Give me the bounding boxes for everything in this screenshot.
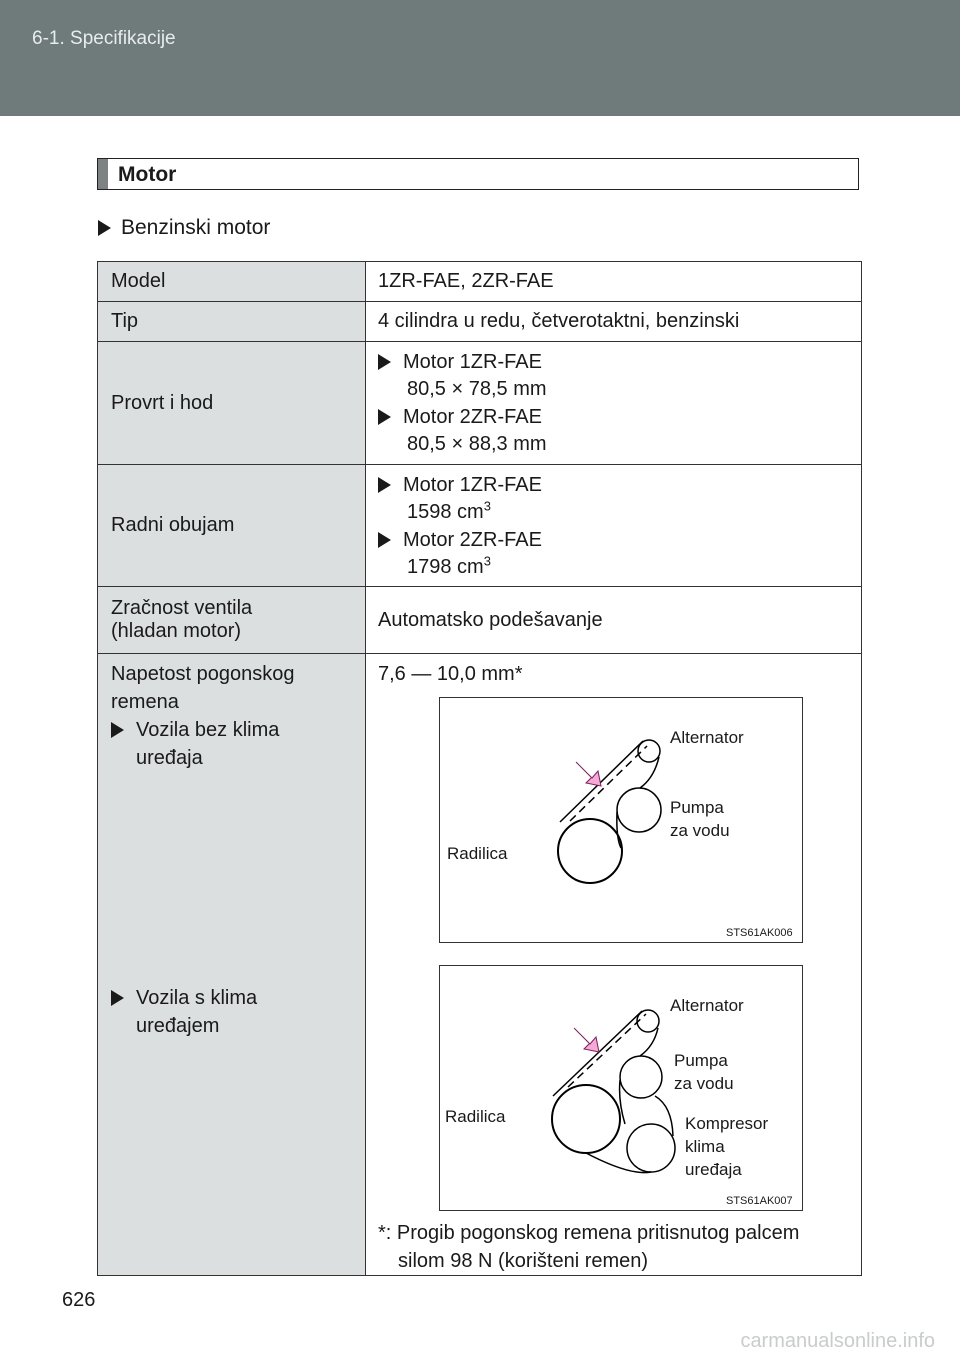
row-value: Automatsko podešavanje xyxy=(366,587,862,654)
displacement-value: 1598 cm xyxy=(407,500,484,523)
engine-name: Motor 1ZR-FAE xyxy=(403,473,542,496)
case-label: uređaja xyxy=(136,747,203,769)
table-row xyxy=(98,342,862,465)
spec-table xyxy=(97,261,862,1276)
label-water-pump xyxy=(670,796,730,842)
case-label: Vozila bez klima xyxy=(136,719,280,741)
row-value: 4 cilindra u redu, četverotaktni, benzinski xyxy=(366,302,862,342)
table-row xyxy=(98,587,862,654)
label-line: (hladan motor) xyxy=(111,620,242,642)
table-row xyxy=(98,262,862,302)
row-value xyxy=(366,342,862,465)
case-label: uređajem xyxy=(136,1015,220,1037)
case-label: Vozila s klima xyxy=(136,987,258,1009)
belt-deflected-dashed xyxy=(570,746,647,821)
label-line: Pumpa xyxy=(670,798,724,817)
footnote-line: *: Progib pogonskog remena pritisnutog palcem xyxy=(378,1222,800,1244)
label-line: uređaja xyxy=(685,1160,742,1179)
belt-diagram-with-ac xyxy=(439,965,803,1211)
title-accent-bar xyxy=(98,159,108,189)
row-value xyxy=(366,654,862,1276)
superscript: 3 xyxy=(483,552,491,568)
triangle-bullet-icon xyxy=(378,532,391,548)
label-line: remena xyxy=(111,691,179,713)
crankshaft-pulley xyxy=(558,819,622,883)
row-value: 1ZR-FAE, 2ZR-FAE xyxy=(366,262,862,302)
belt-line xyxy=(617,757,659,848)
crankshaft-pulley xyxy=(552,1085,620,1153)
tension-value: 7,6 — 10,0 mm* xyxy=(378,663,523,685)
table-row xyxy=(98,465,862,587)
label-line: klima xyxy=(685,1137,725,1156)
row-label xyxy=(98,654,366,1276)
triangle-bullet-icon xyxy=(378,477,391,493)
footnote-line: silom 98 N (korišteni remen) xyxy=(398,1250,649,1272)
belt-line xyxy=(553,1011,642,1096)
water-pump-pulley xyxy=(620,1056,662,1098)
label-water-pump xyxy=(674,1049,734,1095)
triangle-bullet-icon xyxy=(378,409,391,425)
triangle-bullet-icon xyxy=(111,722,124,738)
label-alternator: Alternator xyxy=(670,728,744,747)
figure-code: STS61AK006 xyxy=(726,927,793,939)
label-crankshaft: Radilica xyxy=(447,844,508,863)
label-line: Zračnost ventila xyxy=(111,597,253,619)
section-title-box xyxy=(97,158,859,190)
footnote xyxy=(378,1219,861,1275)
water-pump-pulley xyxy=(617,788,661,832)
row-value xyxy=(366,465,862,587)
press-arrow-icon xyxy=(576,762,601,786)
label-crankshaft: Radilica xyxy=(445,1107,506,1126)
ac-compressor-pulley xyxy=(627,1124,675,1172)
table-row xyxy=(98,654,862,1276)
section-title: Motor xyxy=(118,163,177,186)
label-line: Pumpa xyxy=(674,1051,728,1070)
superscript: 3 xyxy=(483,497,491,513)
triangle-bullet-icon xyxy=(111,990,124,1006)
belt-deflected-dashed xyxy=(568,1014,646,1087)
triangle-bullet-icon xyxy=(98,220,111,236)
press-arrow-icon xyxy=(574,1028,599,1052)
row-label: Model xyxy=(98,262,366,302)
label-line: za vodu xyxy=(674,1074,734,1093)
bore-stroke-value: 80,5 × 78,5 mm xyxy=(407,378,547,400)
belt-line xyxy=(560,741,643,822)
belt-diagram-no-ac xyxy=(439,697,803,943)
section-breadcrumb: 6-1. Specifikacije xyxy=(32,28,176,49)
label-ac-compressor xyxy=(685,1112,768,1181)
triangle-bullet-icon xyxy=(378,354,391,370)
table-row xyxy=(98,302,862,342)
row-label: Radni obujam xyxy=(98,465,366,587)
displacement-value: 1798 cm xyxy=(407,555,484,578)
figure-code: STS61AK007 xyxy=(726,1195,793,1207)
watermark: carmanualsonline.info xyxy=(740,1330,935,1352)
label-line: Kompresor xyxy=(685,1114,769,1133)
subheading-text: Benzinski motor xyxy=(121,216,271,239)
row-label xyxy=(98,587,366,654)
bore-stroke-value: 80,5 × 88,3 mm xyxy=(407,433,547,455)
belt-diagram-graphic xyxy=(440,698,802,942)
engine-name: Motor 1ZR-FAE xyxy=(403,351,542,373)
engine-name: Motor 2ZR-FAE xyxy=(403,406,542,428)
page-header xyxy=(0,0,960,116)
subheading xyxy=(98,216,270,240)
row-label: Provrt i hod xyxy=(98,342,366,465)
label-line: za vodu xyxy=(670,821,730,840)
engine-name: Motor 2ZR-FAE xyxy=(403,528,542,551)
row-label: Tip xyxy=(98,302,366,342)
label-line: Napetost pogonskog xyxy=(111,663,295,685)
label-alternator: Alternator xyxy=(670,996,744,1015)
page-number: 626 xyxy=(62,1289,96,1311)
